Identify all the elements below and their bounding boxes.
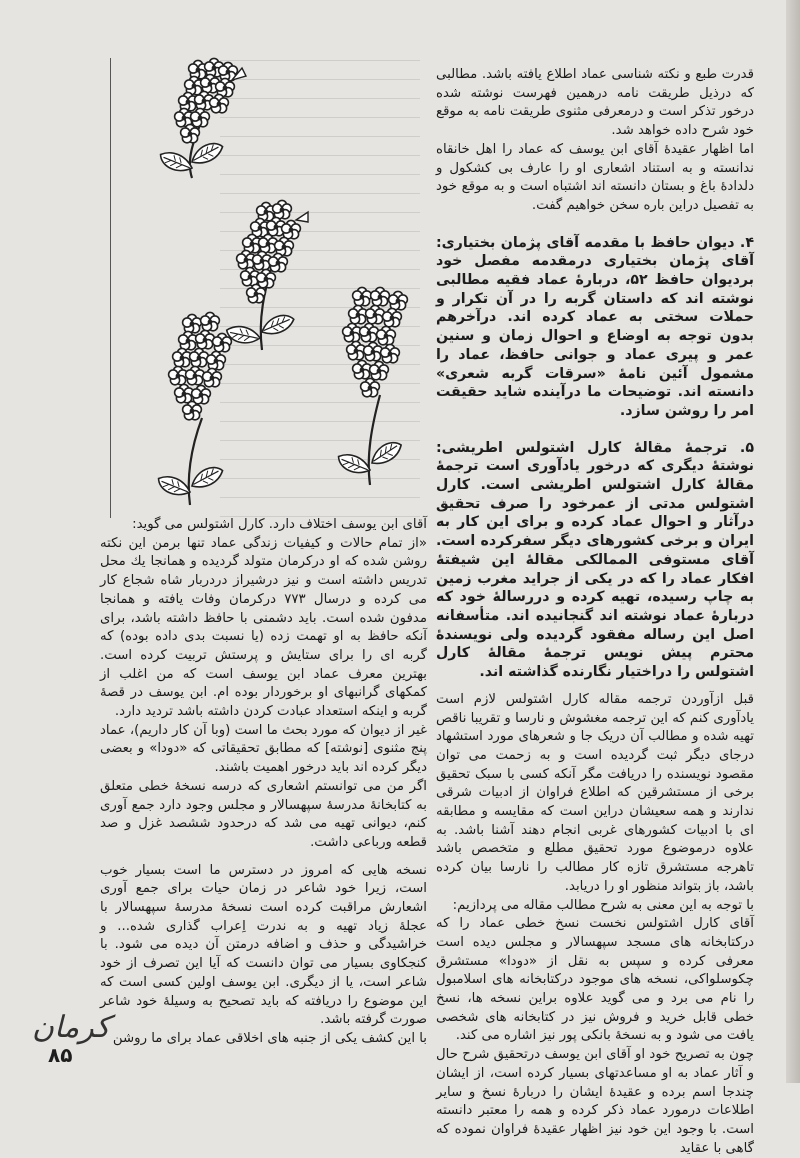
quote-paragraph: «از تمام حالات و کیفیات زندگی عماد تنها برمن این نکته روشن شده که او درکرمان متولد گردیده و همانجا یك محل تدریس داشته است و نیز درشیراز دردربار شاه شجاع کار می کرده و درسال ۷۷۳ درکرمان وفات یافته و همانجا مدفون شده است. باید دشمنی با حافظ داشته باشد، برای آنکه حافظ به او تهمت زده (یا نسبت بدی داده بوده) که گربه ای را برای ستایش و پرستش تربیت کرده است. بهترین معرف عماد ابن یوسف است که من اغلب از کمکهای گرانبهای او برخوردار بوده ام. ابن یوسف در قصهٔ گربه و اینکه استعداد عبادت کردن داشته باشد تردید دارد. — [100, 535, 427, 720]
section-heading-5: ۵. ترجمهٔ مقالهٔ کارل اشتولس اطریشی: نوشتهٔ دیگری که درخور یادآوری است ترجمهٔ مقالهٔ کارل اشتولس اطریشی است. کارل اشتولس مدتی از عمرخود را صرف تحقیق درآثار و احوال عماد کرده و برای این کار به ایران و برخی کشورهای دیگر سفرکرده است. آقای مستوفی الممالکی مقالهٔ این شیفتهٔ افکار عماد را که در یکی از جراید مغرب زمین به چاپ رسیده، تهیه کرده و دررسالهٔ خود که دربارهٔ عماد نوشته اند گنجانیده اند. متأسفانه اصل این رساله مفقود گردیده ولی نویسندهٔ محترم پیش نویس ترجمهٔ مقالهٔ کارل اشتولس را دراختیار نگارنده گذاشته اند. — [436, 439, 754, 681]
paragraph: غیر از دیوان که مورد بحث ما است (وبا آن کار داریم)، عماد پنج مثنوی [نوشته] که مطابق تحقیقاتی که «دودا» و بعضی دیگر کرده اند باید درخور اهمیت باشند. — [100, 722, 427, 776]
paragraph: با توجه به این معنی به شرح مطالب مقاله می پردازیم: — [452, 897, 754, 913]
page-number: ۸۵ — [48, 1043, 73, 1067]
paragraph: آقای کارل اشتولس نخست نسخ خطی عماد را که درکتابخانه های مسجد سپهسالار و مجلس دیده است معرفی کرده و سپس به نقل از «دودا» مستشرق چکوسلواکی، نسخه های موجود درکتابخانه های اسلامبول را نام می برد و می گوید علاوه براین نسخه ها، نسخ خطی قابل خرید و فروش نیز در کتابخانه های شخصی یافت می شود و به نسخهٔ بانکی پور نیز اشاره می کند. — [436, 916, 754, 1044]
paragraph: قبل ازآوردن ترجمه مقاله کارل اشتولس لازم است یادآوری کنم که این ترجمه مغشوش و نارسا و تقریبا ناقص تهیه شده و مطالب آن دریک جا و شعرهای مورد استشهاد درجای دیگر ثبت گردیده است و به زحمت می توان مقصود نویسنده را دریافت مگر آنکه کسی با سبک تحقیق برخی از مستشرقین که اطلاع فراوان از ادبیات شرقی ندارند و همه سعیشان دراین است که مقایسه و مطابقه ای با ادبیات کشورهای غربی انجام دهند آشنا باشد. به علاوه درموضوع مورد تحقیق مطلع و متخصص باشد تاهرجه مستشرق تازه کار مطالب را نارسا بیان کرده باشد، باز بتواند منظور او را دریابد. — [436, 691, 754, 894]
flower-cluster-4 — [155, 312, 231, 505]
paragraph: اما اظهار عقیدهٔ آقای ابن یوسف که عماد را اهل خانقاه ندانسته و به استناد اشعاری او را عارف بی کشکول و دلدادهٔ باغ و بستان دانسته اند اشتباه است و به موقع خود به تفصیل دراین باره سخن خواهیم گفت. — [436, 141, 754, 213]
flower-cluster-2 — [224, 200, 308, 350]
paragraph: نسخه هایی که امروز در دسترس ما است بسیار خوب است، زیرا خود شاعر در زمان حیات برای جمع آوری اشعارش مراقبت کرده است نسخهٔ مدرسهٔ سپهسالار با عجلهٔ زیاد تهیه و به ندرت اِعراب گذاری شده... و خراشیدگی و حذف و اضافه درمتن آن دیده می شود. با کنجکاوی بسیار می توان دانست که آیا این تصرف از خود شاعر است، یا از دیگری. ابن یوسف اولین کسی است که این موضوع را دریافته که باید تصحیح به وسیلهٔ خود شاعر صورت گرفته باشد. — [100, 862, 427, 1028]
section-heading-4: ۴. دیوان حافظ با مقدمه آقای پژمان بختیاری: آقای پژمان بختیاری درمقدمه مفصل خود بردیوان حافظ ۵۲، دربارهٔ عماد فقیه مطالبی نوشته اند که داستان گربه را در آن تکرار و حملات سختی به عماد کرده اند. درآخرهم بدون توجه به اوضاع و احوال زمان و سنین عمر و پیری عماد و جوانی حافظ، عماد را مشمول آئین نامهٔ «سرقات گربه شعری» دانسته اند. توضیحات ما درآینده شاید حقیقت امر را روشن سازد. — [436, 234, 754, 419]
paragraph: با این کشف یکی از جنبه های اخلاقی عماد برای ما روشن — [112, 1030, 427, 1046]
left-text-column — [100, 516, 427, 1049]
page-gutter-shadow — [786, 0, 800, 1083]
right-text-column — [436, 66, 754, 1158]
flower-cluster-1 — [157, 58, 246, 178]
column-rule — [110, 58, 111, 518]
flower-cluster-3 — [335, 287, 407, 485]
kerman-logo: کرمان — [32, 1010, 111, 1045]
paragraph: چون به تصریح خود او آقای ابن یوسف درتحقیق شرح حال و آثار عماد به او مساعدتهای بسیار کرده است، از ایشان چندجا اسم برده و عقیدهٔ ایشان را دربارهٔ نسخ و سایر اطلاعات درمورد عماد ذکر کرده و همه را معتبر دانسته است. با وجود این خود نیز اظهار عقیدهٔ فراوان نموده که گاهی با عقاید — [436, 1047, 754, 1156]
paragraph: آقای ابن یوسف اختلاف دارد. کارل اشتولس می گوید: — [132, 517, 427, 532]
paragraph: اگر من می توانستم اشعاری که درسه نسخهٔ خطی متعلق به کتابخانهٔ مدرسهٔ سپهسالار و مجلس وجود دارد جمع آوری کنم، دیوانی تهیه می شد که درحدود ششصد غزل و صد قطعه ورباعی داشت. — [100, 778, 427, 850]
paragraph: قدرت طبع و نکته شناسی عماد اطلاع یافته باشد. مطالبی که درذیل طریقت نامه درهمین فهرست نوشته شده درخور تذکر است و درمعرفی مثنوی طریقت نامه به موقع خود شرح داده خواهد شد. — [436, 67, 754, 139]
floral-ornament-illustration — [150, 50, 440, 510]
